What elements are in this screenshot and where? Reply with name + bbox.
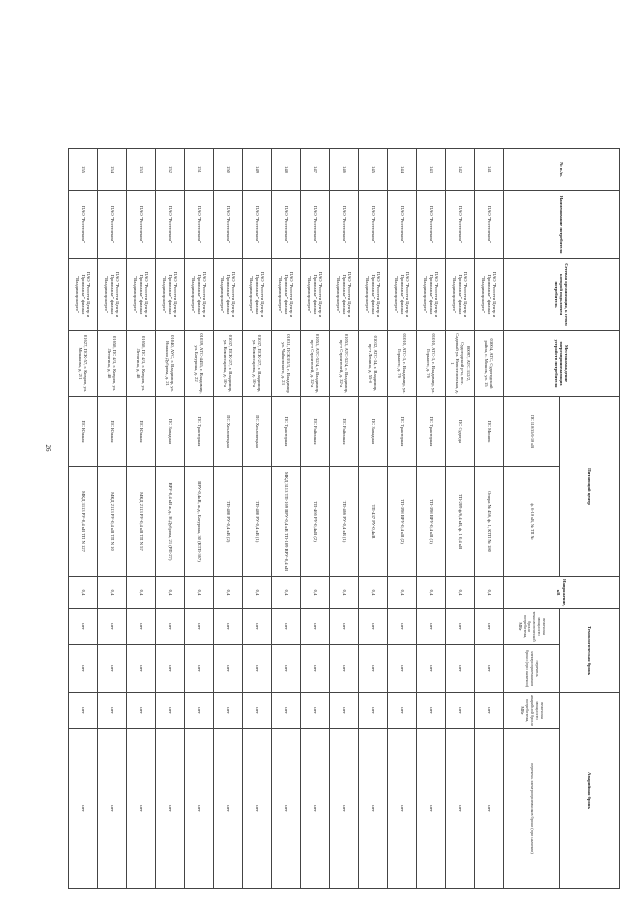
cell-num: 151 xyxy=(185,149,214,191)
cell-num: 141 xyxy=(475,149,504,191)
cell-tech-power: нет xyxy=(243,609,272,645)
cell-em-list: нет xyxy=(69,729,98,889)
table-row xyxy=(69,149,98,889)
cell-consumer: ПАО "Ростелеком" xyxy=(185,191,214,259)
cell-network: ПАО "Россети Центр и Приволжье" филиал "Владимирэнерго" xyxy=(417,259,446,331)
cell-location: 01053, АТС-52/4, г. Владимир, пр-т Строителей, д. 32-а xyxy=(301,331,330,397)
cell-location: 01658, ПС 4/3, г. Ковров, ул. Летягина, д. 48 xyxy=(127,331,156,397)
table-row xyxy=(98,149,127,889)
cell-tech-power: нет xyxy=(127,609,156,645)
cell-em-list: нет xyxy=(388,729,417,889)
cell-network: ПАО "Россети Центр и Приволжье" филиал "Владимирэнерго" xyxy=(214,259,243,331)
cell-tech-power: нет xyxy=(330,609,359,645)
cell-tech-list: нет xyxy=(330,645,359,693)
cell-em-list: нет xyxy=(417,729,446,889)
cell-tech-power: нет xyxy=(301,609,330,645)
cell-voltage: 0,4 xyxy=(214,577,243,609)
cell-consumer: ПАО "Ростелеком" xyxy=(69,191,98,259)
cell-feeder: ТП-480 РУ-0,4 кВ (2) xyxy=(214,467,243,577)
header-tech-power: величина мощности технологической брони потребителя, МВт xyxy=(504,609,560,645)
cell-em-list: нет xyxy=(243,729,272,889)
cell-feeder: ТП-480 РУ-0,4 кВ (1) xyxy=(243,467,272,577)
cell-em-list: нет xyxy=(330,729,359,889)
cell-tech-power: нет xyxy=(98,609,127,645)
cell-tech-power: нет xyxy=(359,609,388,645)
header-num: № п./п. xyxy=(504,149,620,191)
cell-ps: ПС Южная xyxy=(127,397,156,467)
cell-tech-list: нет xyxy=(272,645,301,693)
cell-network: ПАО "Россети Центр и Приволжье" филиал "Владимирэнерго" xyxy=(127,259,156,331)
table-row xyxy=(446,149,475,889)
cell-voltage: 0,4 xyxy=(301,577,330,609)
cell-feeder: ТП-209 ф/6,4 кВ, ф. 1 0,4 кВ xyxy=(446,467,475,577)
cell-tech-power: нет xyxy=(446,609,475,645)
header-em-power: величина мощности аварийной брони потребителя, МВт xyxy=(504,693,560,729)
table-row xyxy=(243,149,272,889)
cell-tech-power: нет xyxy=(185,609,214,645)
cell-voltage: 0,4 xyxy=(330,577,359,609)
cell-network: ПАО "Россети Центр и Приволжье" филиал "Владимирэнерго" xyxy=(69,259,98,331)
cell-em-power: нет xyxy=(127,693,156,729)
cell-num: 150 xyxy=(214,149,243,191)
cell-tech-list: нет xyxy=(388,645,417,693)
cell-ps: ПС Южная xyxy=(69,397,98,467)
table-row xyxy=(185,149,214,889)
cell-voltage: 0,4 xyxy=(127,577,156,609)
cell-feeder: МКД 3113 ТП-169 ВРУ-0,4 кВ ТП-109 ВРУ-0,4 кВ xyxy=(272,467,301,577)
cell-feeder: ТП-398 ВРУ-0,4 кВ (2) xyxy=(388,467,417,577)
cell-ps: ПС Тракторная xyxy=(185,397,214,467)
cell-em-power: нет xyxy=(359,693,388,729)
table-row xyxy=(127,149,156,889)
cell-voltage: 0,4 xyxy=(359,577,388,609)
cell-consumer: ПАО "Ростелеком" xyxy=(272,191,301,259)
header-network: Сетевая организация, к сетям которой подключен потребитель xyxy=(504,259,620,331)
table-row xyxy=(272,149,301,889)
cell-tech-list: нет xyxy=(475,645,504,693)
cell-tech-list: нет xyxy=(185,645,214,693)
cell-em-list: нет xyxy=(301,729,330,889)
cell-network: ПАО "Россети Центр и Приволжье" филиал "Владимирэнерго" xyxy=(359,259,388,331)
cell-network: ПАО "Россети Центр и Приволжье" филиал "Владимирэнерго" xyxy=(98,259,127,331)
cell-voltage: 0,4 xyxy=(475,577,504,609)
header-tech-reserve: Технологическая бронь xyxy=(560,609,620,693)
cell-em-list: нет xyxy=(156,729,185,889)
reserve-table xyxy=(68,148,620,889)
cell-network: ПАО "Россети Центр и Приволжье" филиал "Владимирэнерго" xyxy=(446,259,475,331)
cell-tech-list: нет xyxy=(127,645,156,693)
cell-ps: ПС Районная xyxy=(301,397,330,467)
cell-num: 149 xyxy=(243,149,272,191)
cell-consumer: ПАО "Ростелеком" xyxy=(388,191,417,259)
table-row xyxy=(475,149,504,889)
cell-tech-list: нет xyxy=(156,645,185,693)
cell-network: ПАО "Россети Центр и Приволжье" филиал "Владимирэнерго" xyxy=(185,259,214,331)
cell-network: ПАО "Россети Центр и Приволжье" филиал "Владимирэнерго" xyxy=(388,259,417,331)
cell-consumer: ПАО "Ростелеком" xyxy=(243,191,272,259)
cell-feeder: МКД 2113 РУ-0,4 кВ ТП N 10 xyxy=(98,467,127,577)
cell-feeder: ТП-437 РУ-0,4кВ xyxy=(359,467,388,577)
cell-feeder: МКД 3113 РУ-0,4 кВ ТП N 127 xyxy=(69,467,98,577)
cell-em-power: нет xyxy=(417,693,446,729)
cell-em-power: нет xyxy=(69,693,98,729)
cell-voltage: 0,4 xyxy=(156,577,185,609)
header-location: Местонахождение энергопринимающих устройств потребителя xyxy=(504,331,620,397)
header-feeder: ф. 6-10 кВ, № ТП № xyxy=(504,467,560,577)
cell-tech-power: нет xyxy=(388,609,417,645)
cell-em-list: нет xyxy=(359,729,388,889)
header-emergency-reserve: Аварийная бронь xyxy=(560,693,620,889)
cell-em-list: нет xyxy=(185,729,214,889)
cell-network: ПАО "Россети Центр и Приволжье" филиал "Владимирэнерго" xyxy=(301,259,330,331)
cell-tech-power: нет xyxy=(417,609,446,645)
cell-ps: ПС Судогда xyxy=(446,397,475,467)
cell-num: 152 xyxy=(156,149,185,191)
cell-consumer: ПАО "Ростелеком" xyxy=(330,191,359,259)
cell-consumer: ПАО "Ростелеком" xyxy=(417,191,446,259)
cell-num: 146 xyxy=(330,149,359,191)
cell-tech-list: нет xyxy=(359,645,388,693)
cell-voltage: 0,4 xyxy=(243,577,272,609)
cell-num: 154 xyxy=(98,149,127,191)
table-header xyxy=(504,149,620,889)
cell-location: 01627, ПСК-57, г. Ковров, ул. Монакова, д. 2/1 xyxy=(69,331,98,397)
cell-ps: ПС Западная xyxy=(156,397,185,467)
cell-location: 01053, АТС-52/4, г. Владимир, пр-т Строителей, д. 32-а xyxy=(330,331,359,397)
cell-ps: ПС Западная xyxy=(359,397,388,467)
cell-num: 145 xyxy=(359,149,388,191)
table-row xyxy=(359,149,388,889)
cell-consumer: ПАО "Ростелеком" xyxy=(475,191,504,259)
cell-em-list: нет xyxy=(98,729,127,889)
cell-location: 03004, АТС, Судогодский район, с. Мошок, ул. 15 xyxy=(475,331,504,397)
cell-location: 01031, ПСКЗ/3/3, г. Владимир ул. Чайковского, д. 23 xyxy=(272,331,301,397)
header-feeding-center: Питающий центр xyxy=(560,397,620,577)
cell-network: ПАО "Россети Центр и Приволжье" филиал "Владимирэнерго" xyxy=(272,259,301,331)
cell-location: 01010, АТС-3, г. Владимир, ул. Горького, д. 76 xyxy=(388,331,417,397)
cell-voltage: 0,4 xyxy=(185,577,214,609)
cell-consumer: ПАО "Ростелеком" xyxy=(156,191,185,259)
cell-em-power: нет xyxy=(272,693,301,729)
cell-em-power: нет xyxy=(388,693,417,729)
cell-em-power: нет xyxy=(330,693,359,729)
header-em-list: перечень электроприемников брони (при наличии) xyxy=(504,729,560,889)
table-row xyxy=(156,149,185,889)
cell-num: 153 xyxy=(127,149,156,191)
cell-ps: ПС Тракторная xyxy=(417,397,446,467)
cell-voltage: 0,4 xyxy=(417,577,446,609)
cell-ps: ПС Тракторная xyxy=(388,397,417,467)
cell-tech-list: нет xyxy=(98,645,127,693)
cell-ps: ПС Мошок xyxy=(475,397,504,467)
cell-num: 147 xyxy=(301,149,330,191)
cell-voltage: 0,4 xyxy=(446,577,475,609)
cell-feeder: ТП-466 РУ-0,4кВ (2) xyxy=(301,467,330,577)
cell-consumer: ПАО "Ростелеком" xyxy=(127,191,156,259)
cell-location: 01010, АТС-3, г. Владимир, ул. Горького, д. 76 xyxy=(417,331,446,397)
cell-ps: ПС Хохловецкая xyxy=(243,397,272,467)
cell-location: 01039, АТС-4455, г. Владимир, ул. Батурина, д. 22 xyxy=(185,331,214,397)
cell-network: ПАО "Россети Центр и Приволжье" филиал "Владимирэнерго" xyxy=(475,259,504,331)
cell-tech-power: нет xyxy=(156,609,185,645)
cell-network: ПАО "Россети Центр и Приволжье" филиал "Владимирэнерго" xyxy=(330,259,359,331)
cell-tech-power: нет xyxy=(272,609,301,645)
cell-voltage: 0,4 xyxy=(388,577,417,609)
cell-em-power: нет xyxy=(214,693,243,729)
cell-location: 01032, АТС-34, г. Владимир, пр-т Ленина, д. 55-б xyxy=(359,331,388,397)
cell-em-list: нет xyxy=(272,729,301,889)
cell-num: 148 xyxy=(272,149,301,191)
cell-tech-power: нет xyxy=(214,609,243,645)
header-voltage: Напряжение, кВ xyxy=(504,577,620,609)
cell-consumer: ПАО "Ростелеком" xyxy=(446,191,475,259)
cell-location: 01040, АУС, г. Владимир, ул. Нижняя Дуброва, д. 21 xyxy=(156,331,185,397)
cell-ps: ПС Тракторная xyxy=(272,397,301,467)
cell-feeder: МКД 2113 РУ-0,4 кВ ТП N 57 xyxy=(127,467,156,577)
rotated-table-page xyxy=(50,148,620,888)
cell-num: 142 xyxy=(446,149,475,191)
cell-em-power: нет xyxy=(301,693,330,729)
table-row xyxy=(330,149,359,889)
cell-em-list: нет xyxy=(446,729,475,889)
cell-tech-list: нет xyxy=(69,645,98,693)
cell-location: 00097, АТС 312/2, Судогодский р-н, пос. Садовый ул. Новоселовская, д. 1 xyxy=(446,331,475,397)
cell-em-power: нет xyxy=(243,693,272,729)
table-row xyxy=(388,149,417,889)
table-row xyxy=(214,149,243,889)
cell-em-power: нет xyxy=(156,693,185,729)
cell-tech-list: нет xyxy=(301,645,330,693)
header-consumer: Наименование потребителя xyxy=(504,191,620,259)
cell-tech-power: нет xyxy=(69,609,98,645)
cell-num: 144 xyxy=(388,149,417,191)
header-tech-list: перечень электроприемников брони (при наличии) xyxy=(504,645,560,693)
cell-feeder: Опора № 456, ф. 1, КТП № 180 xyxy=(475,467,504,577)
cell-voltage: 0,4 xyxy=(69,577,98,609)
table-body xyxy=(69,149,504,889)
cell-tech-list: нет xyxy=(417,645,446,693)
table-row xyxy=(301,149,330,889)
cell-consumer: ПАО "Ростелеком" xyxy=(301,191,330,259)
cell-feeder: ВРУ-0,4кВ, ж.д., Батурина, 30 (КТП-367) xyxy=(185,467,214,577)
cell-tech-list: нет xyxy=(214,645,243,693)
cell-ps: ПС Районная xyxy=(330,397,359,467)
cell-tech-list: нет xyxy=(243,645,272,693)
cell-voltage: 0,4 xyxy=(272,577,301,609)
cell-location: 01037, ПСК-2/7, г. Владимир, ул. Комиссарова, д. 10-а xyxy=(243,331,272,397)
cell-consumer: ПАО "Ростелеком" xyxy=(98,191,127,259)
cell-consumer: ПАО "Ростелеком" xyxy=(359,191,388,259)
cell-em-power: нет xyxy=(475,693,504,729)
cell-em-power: нет xyxy=(185,693,214,729)
cell-num: 155 xyxy=(69,149,98,191)
cell-em-power: нет xyxy=(446,693,475,729)
cell-network: ПАО "Россети Центр и Приволжье" филиал "Владимирэнерго" xyxy=(156,259,185,331)
cell-consumer: ПАО "Ростелеком" xyxy=(214,191,243,259)
cell-location: 01037, ПСК-2/7, г. Владимир, ул. Комиссарова, д. 10-а xyxy=(214,331,243,397)
cell-feeder: ТП-466 РУ-0,4 кВ (1) xyxy=(330,467,359,577)
cell-feeder: ВРУ-0,4 кВ ж.д., Н.Дуброва, 21 (РП-27) xyxy=(156,467,185,577)
cell-em-list: нет xyxy=(127,729,156,889)
header-ps: ПС 110/35/6-10 кВ xyxy=(504,397,560,467)
cell-feeder: ТП-398 ВРУ-0,4 кВ (1) xyxy=(417,467,446,577)
cell-tech-power: нет xyxy=(475,609,504,645)
cell-ps: ПС Хохловецкая xyxy=(214,397,243,467)
cell-ps: ПС Южная xyxy=(98,397,127,467)
cell-em-list: нет xyxy=(214,729,243,889)
cell-em-power: нет xyxy=(98,693,127,729)
cell-num: 143 xyxy=(417,149,446,191)
cell-voltage: 0,4 xyxy=(98,577,127,609)
table-row xyxy=(417,149,446,889)
cell-em-list: нет xyxy=(475,729,504,889)
cell-tech-list: нет xyxy=(446,645,475,693)
cell-network: ПАО "Россети Центр и Приволжье" филиал "Владимирэнерго" xyxy=(243,259,272,331)
page-number: 26 xyxy=(44,444,52,452)
cell-location: 01658, ПС 4/3, г. Ковров, ул. Летягина, д. 48 xyxy=(98,331,127,397)
